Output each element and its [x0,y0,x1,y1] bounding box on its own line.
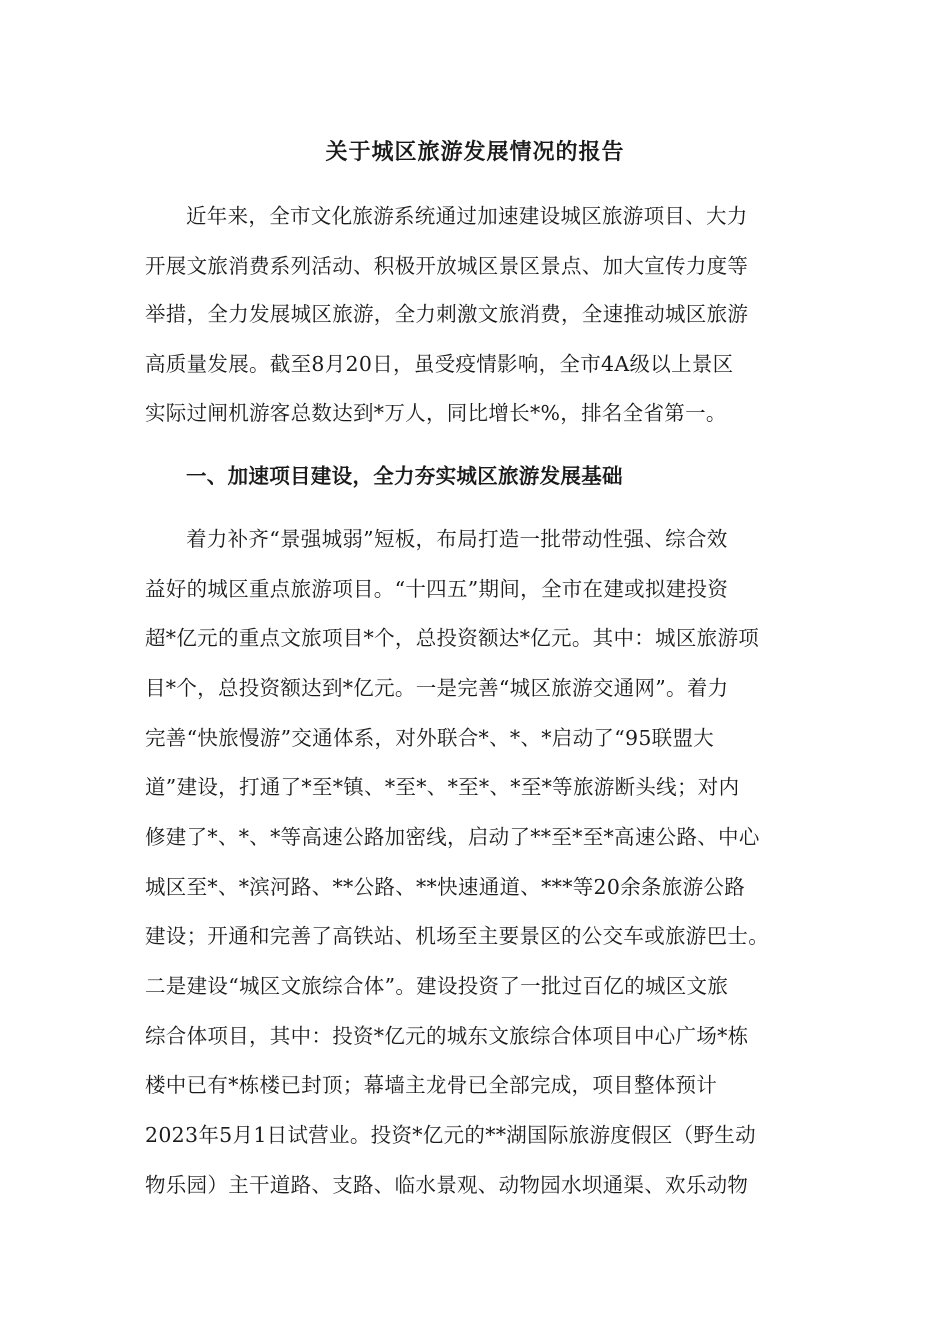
body-line: 修建了*、*、*等高速公路加密线，启动了**至*至*高速公路、中心 [145,825,760,849]
intro-line: 开展文旅消费系列活动、积极开放城区景区景点、加大宣传力度等 [145,254,749,278]
body-line: 道”建设，打通了*至*镇、*至*、*至*、*至*等旅游断头线；对内 [145,775,740,799]
intro-line: 高质量发展。截至8月20日，虽受疫情影响，全市4A级以上景区 [145,352,734,376]
body-line: 目*个，总投资额达到*亿元。一是完善“城区旅游交通网”。着力 [145,676,729,700]
body-line: 益好的城区重点旅游项目。“十四五”期间，全市在建或拟建投资 [145,577,729,601]
body-line: 完善“快旅慢游”交通体系，对外联合*、*、*启动了“95联盟大 [145,726,715,750]
body-line: 城区至*、*滨河路、**公路、**快速通道、***等20余条旅游公路 [145,875,746,899]
body-line: 超*亿元的重点文旅项目*个，总投资额达*亿元。其中：城区旅游项 [145,626,760,650]
body-line: 二是建设“城区文旅综合体”。建设投资了一批过百亿的城区文旅 [145,974,729,998]
body-line: 综合体项目，其中：投资*亿元的城东文旅综合体项目中心广场*栋 [145,1024,749,1048]
intro-line: 举措，全力发展城区旅游，全力刺激文旅消费，全速推动城区旅游 [145,302,749,326]
body-line: 着力补齐“景强城弱”短板，布局打造一批带动性强、综合效 [186,527,728,551]
body-line: 物乐园）主干道路、支路、临水景观、动物园水坝通渠、欢乐动物 [145,1173,749,1197]
body-line: 楼中已有*栋楼已封顶；幕墙主龙骨已全部完成，项目整体预计 [145,1073,718,1097]
body-line: 2023年5月1日试营业。投资*亿元的**湖国际旅游度假区（野生动 [145,1123,756,1147]
intro-line: 近年来，全市文化旅游系统通过加速建设城区旅游项目、大力 [186,204,748,228]
body-line: 建设；开通和完善了高铁站、机场至主要景区的公交车或旅游巴士。 [145,924,769,948]
intro-line: 实际过闸机游客总数达到*万人，同比增长*%，排名全省第一。 [145,401,727,425]
document-title: 关于城区旅游发展情况的报告 [325,139,625,165]
section-heading: 一、加速项目建设，全力夯实城区旅游发展基础 [186,464,623,488]
